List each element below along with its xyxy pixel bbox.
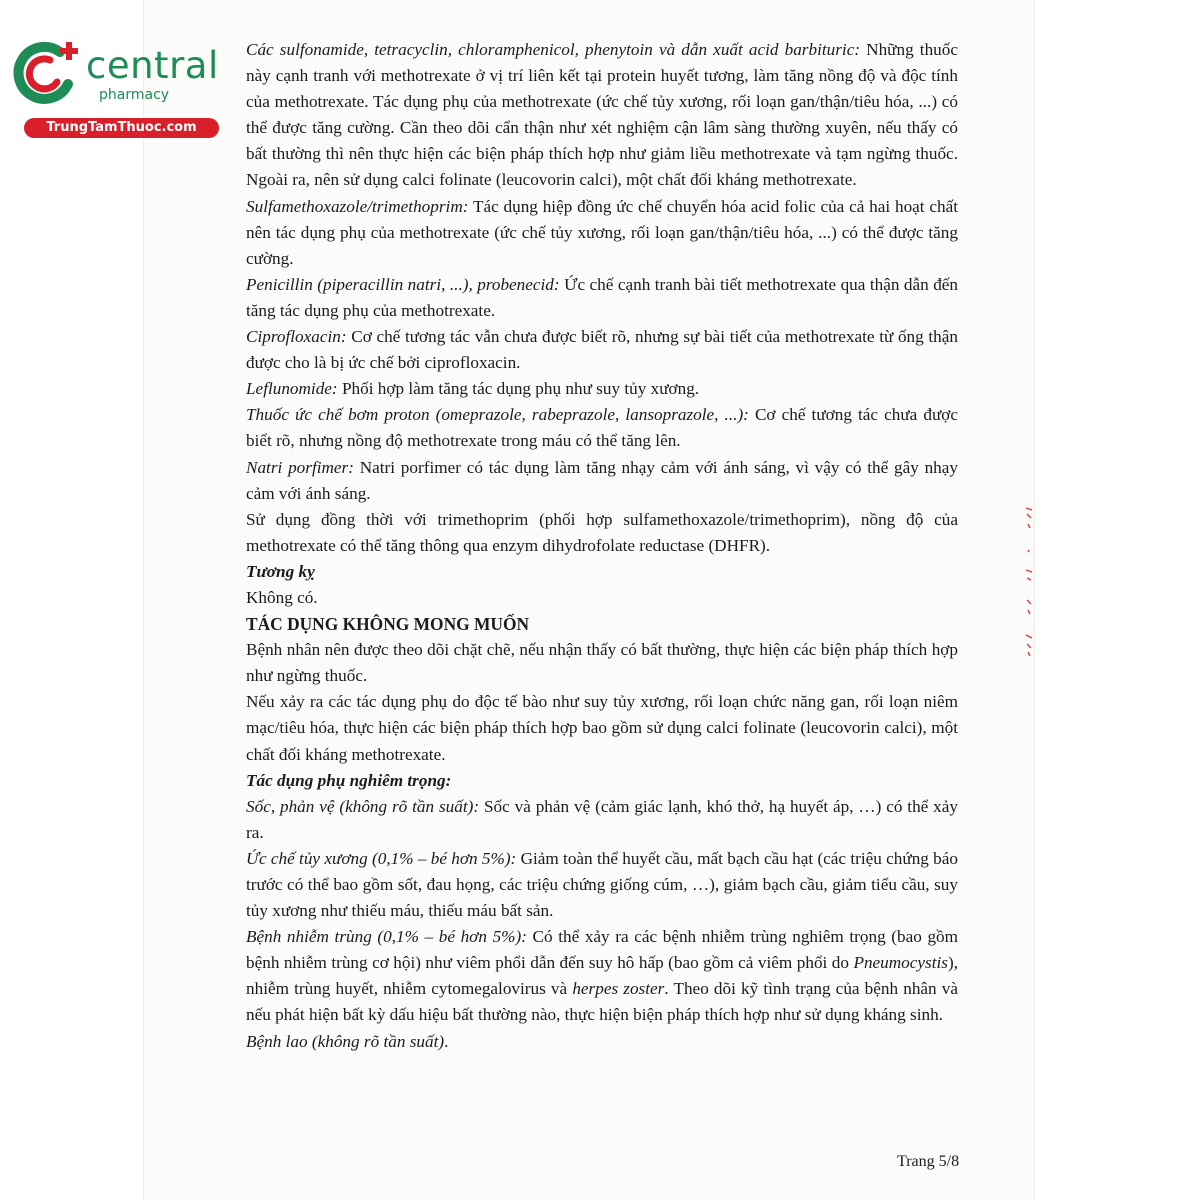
document-body xyxy=(246,37,958,1055)
interaction-penicillin xyxy=(246,272,958,324)
serious-effect-bone-marrow xyxy=(246,846,958,924)
pharmacy-logo-icon xyxy=(10,38,86,114)
interaction-porfimer xyxy=(246,455,958,507)
interaction-ppi xyxy=(246,402,958,454)
logo-website[interactable]: TrungTamThuoc.com xyxy=(24,118,219,138)
effect-text: ), nhiễm trùng huyết, nhiễm cytomegalovirus và xyxy=(246,953,958,999)
drug-name: Natri porfimer: xyxy=(246,457,354,477)
interaction-sulfamethoxazole xyxy=(246,194,958,272)
serious-effect-shock xyxy=(246,794,958,846)
effect-title: Bệnh nhiễm trùng (0,1% – bé hơn 5%): xyxy=(246,927,527,947)
interaction-text: Cơ chế tương tác chưa được biết rõ, nhưng nồng độ methotrexate trong máu có thể tăng lên. xyxy=(246,405,958,451)
drug-name: Các sulfonamide, tetracyclin, chloramphenicol, phenytoin và dẫn xuất acid barbituric: xyxy=(246,40,861,59)
interaction-leflunomide xyxy=(246,376,958,402)
effect-title: Sốc, phản vệ (không rõ tần suất): xyxy=(246,796,480,816)
subheading-serious-effects: Tác dụng phụ nghiêm trọng: xyxy=(246,770,452,790)
interaction-ciprofloxacin xyxy=(246,324,958,376)
interaction-sulfonamide xyxy=(246,37,958,194)
effect-text: Sốc và phản vệ (cảm giác lạnh, khó thở, hạ huyết áp, …) có thể xảy ra. xyxy=(246,796,958,842)
drug-name: Thuốc ức chế bơm proton (omeprazole, rabeprazole, lansoprazole, ...): xyxy=(246,405,749,425)
central-pharmacy-logo[interactable] xyxy=(10,38,219,138)
red-stamp-mark xyxy=(1018,500,1040,665)
incompatibility-text: Không có. xyxy=(246,587,318,607)
logo-brand-name: central xyxy=(86,44,219,87)
effect-text: Giảm toàn thể huyết cầu, mất bạch cầu hạt (các triệu chứng báo trước có thể bao gồm sốt, đau họng, các triệu chứng giống cúm, …), giảm bạch cầu, giảm tiểu cầu, suy tủy xương như thiếu máu, thiếu máu bất sản. xyxy=(246,848,958,921)
effect-title: Bệnh lao (không rõ tần suất) xyxy=(246,1031,445,1051)
interaction-text: Natri porfimer có tác dụng làm tăng nhạy cảm với ánh sáng, vì vậy có thể gây nhạy cảm với ánh sáng. xyxy=(246,457,958,503)
adverse-paragraph: Bệnh nhân nên được theo dõi chặt chẽ, nếu nhận thấy có bất thường, thực hiện các biện pháp thích hợp như ngừng thuốc. xyxy=(246,640,958,686)
serious-effect-tuberculosis xyxy=(246,1029,958,1055)
interaction-text: Ức chế cạnh tranh bài tiết methotrexate qua thận dẫn đến tăng tác dụng phụ của methotrexate. xyxy=(246,274,959,320)
interaction-text: Những thuốc này cạnh tranh với methotrexate ở vị trí liên kết tại protein huyết tương, làm tăng nồng độ và độc tính của methotrexate. Tác dụng phụ của methotrexate (ức chế tủy xương, rối loạn gan/thận/tiêu hóa, ...) có thể được tăng cường. Cần theo dõi cẩn thận như xét nghiệm cận lâm sàng thường xuyên, nếu thấy có bất thường thì nên thực hiện các biện pháp thích hợp như giảm liều methotrexate và tạm ngừng thuốc. Ngoài ra, nên sử dụng calci folinate (leucovorin calci), một chất đối kháng methotrexate. xyxy=(246,40,958,190)
serious-effect-infection xyxy=(246,924,958,1028)
interaction-text: Cơ chế tương tác vẫn chưa được biết rõ, nhưng sự bài tiết của methotrexate từ ống thận được cho là bị ức chế bởi ciprofloxacin. xyxy=(246,327,958,373)
interaction-text: Phối hợp làm tăng tác dụng phụ như suy tủy xương. xyxy=(337,379,700,399)
interaction-text: Tác dụng hiệp đồng ức chế chuyển hóa acid folic của cả hai hoạt chất nên tác dụng phụ của methotrexate (ức chế tủy xương, rối loạn gan/thận/tiêu hóa, ...) có thể được tăng cường. xyxy=(246,196,958,268)
pathogen-name: Pneumocystis xyxy=(853,953,948,973)
page-number: Trang 5/8 xyxy=(897,1153,960,1170)
effect-text: Có thể xảy ra các bệnh nhiễm trùng nghiêm trọng (bao gồm bệnh nhiễm trùng cơ hội) như viêm phổi dẫn đến suy hô hấp (bao gồm cả viêm phổi do xyxy=(246,927,958,973)
effect-title: Ức chế tủy xương (0,1% – bé hơn 5%): xyxy=(246,848,517,868)
adverse-paragraph: Nếu xảy ra các tác dụng phụ do độc tế bào như suy tủy xương, rối loạn chức năng gan, rối loạn niêm mạc/tiêu hóa, thực hiện các biện pháp thích hợp bao gồm sử dụng calci folinate (leucovorin calci), một chất đối kháng methotrexate. xyxy=(246,692,958,764)
section-heading-adverse-effects: TÁC DỤNG KHÔNG MONG MUỐN xyxy=(246,614,530,635)
section-heading-incompatibility: Tương kỵ xyxy=(246,561,315,581)
drug-name: Leflunomide: xyxy=(246,379,338,399)
logo-subtitle: pharmacy xyxy=(99,87,170,103)
effect-text: . Theo dõi kỹ tình trạng của bệnh nhân và nếu phát hiện bất kỳ dấu hiệu bất thường nào, thực hiện biện pháp thích hợp như sử dụng kháng sinh. xyxy=(246,979,958,1025)
effect-text: . xyxy=(444,1031,449,1051)
interaction-trimethoprim: Sử dụng đồng thời với trimethoprim (phối hợp sulfamethoxazole/trimethoprim), nồng độ của methotrexate có thể tăng thông qua enzym dihydrofolate reductase (DHFR). xyxy=(246,509,958,555)
drug-name: Penicillin (piperacillin natri, ...), probenecid: xyxy=(246,274,560,294)
pathogen-name: herpes zoster xyxy=(572,979,665,999)
drug-name: Ciprofloxacin: xyxy=(246,327,347,347)
drug-name: Sulfamethoxazole/trimethoprim: xyxy=(246,196,469,216)
